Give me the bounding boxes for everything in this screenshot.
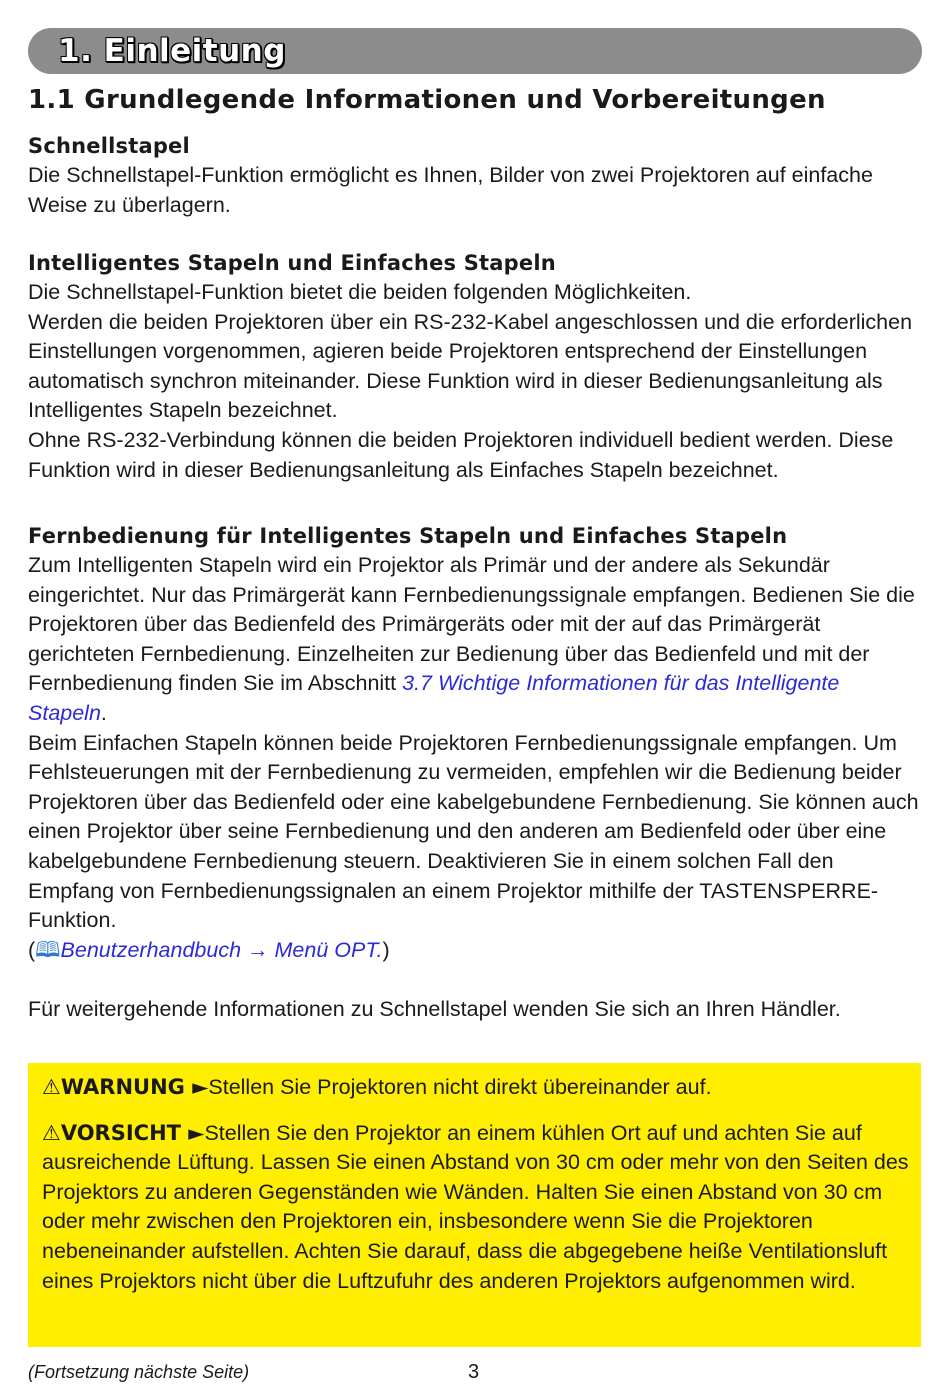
block-fernbedienung [28, 521, 924, 965]
menu-opt-link[interactable]: Menü OPT. [274, 937, 383, 962]
ref-close: ) [382, 937, 390, 962]
continued-note: (Fortsetzung nächste Seite) [28, 1362, 250, 1382]
subheading-stapeln-modes: Intelligentes Stapeln und Einfaches Stapeln [28, 251, 556, 275]
warning-box [28, 1063, 921, 1347]
warning-line [42, 1073, 912, 1103]
paragraph-text: Zum Intelligenten Stapeln wird ein Projektor als Primär und der andere als Sekundär eingerichtet. Nur das Primärgerät kann Fernbedienungssignale empfangen. Bedienen Sie die Projektoren über das Bedienfeld des Primärgeräts oder mit der auf das Primärgerät gerichteten Fernbedienung. Einzelheiten zur Bedienung über das Bedienfeld und mit der Fernbedienung finden Sie im Abschnitt [28, 553, 915, 696]
block-dealer-info [28, 995, 924, 1025]
paragraph: Werden die beiden Projektoren über ein RS-232-Kabel angeschlossen und die erforderlichen Einstellungen vorgenommen, agieren beide Projektoren entsprechend der Einstellungen automatisch synchron miteinander. Diese Funktion wird in dieser Bedienungsanleitung als Intelligentes Stapeln bezeichnet. [28, 309, 913, 423]
caution-text: Stellen Sie den Projektor an einem kühlen Ort auf und achten Sie auf ausreichende Lüftung. Lassen Sie einen Abstand von 30 cm oder mehr von den Seiten des Projektors zu anderen Gegenständen wie Wänden. Halten Sie einen Abstand von 30 cm oder mehr zwischen den Projektoren ein, insbesondere wenn Sie die Projektoren nebeneinander aufstellen. Achten Sie darauf, dass die abgegebene heiße Ventilationsluft eines Projektors nicht über die Luftzufuhr des anderen Projektors aufgenommen wird. [42, 1120, 909, 1293]
section-link[interactable]: 3.7 Wichtige Informationen für das Intelligente Stapeln [28, 671, 840, 725]
paragraph: Für weitergehende Informationen zu Schnellstapel wenden Sie sich an Ihren Händler. [28, 997, 841, 1021]
paragraph: Die Schnellstapel-Funktion ermöglicht es Ihnen, Bilder von zwei Projektoren auf einfache Weise zu überlagern. [28, 163, 873, 217]
user-manual-link[interactable]: Benutzerhandbuch [60, 937, 242, 962]
caution-line [42, 1119, 912, 1297]
paragraph: Die Schnellstapel-Funktion bietet die beiden folgenden Möglichkeiten. [28, 280, 692, 304]
paragraph-end: . [100, 700, 107, 725]
book-icon: 🕮 [35, 937, 61, 962]
warning-label: ⚠WARNUNG ► [42, 1075, 209, 1099]
ref-open: ( [28, 937, 36, 962]
block-schnellstapel [28, 131, 924, 220]
chapter-title: 1. Einleitung [58, 33, 286, 69]
subheading-fernbedienung: Fernbedienung für Intelligentes Stapeln und Einfaches Stapeln [28, 524, 788, 548]
subheading-schnellstapel: Schnellstapel [28, 134, 190, 158]
paragraph: Beim Einfachen Stapeln können beide Projektoren Fernbedienungssignale empfangen. Um Fehlsteuerungen mit der Fernbedienung zu vermeiden, empfehlen wir die Bedienung beider Projektoren über das Bedienfeld oder eine kabelgebundene Fernbedienung. Sie können auch einen Projektor über seine Fernbedienung und den anderen am Bedienfeld oder über eine kabelgebundene Fernbedienung steuern. Deaktivieren Sie in einem solchen Fall den Empfang von Fernbedienungssignalen an einem Projektor mithilfe der TASTENSPERRE-Funktion. [28, 730, 919, 933]
block-stapeln-modes [28, 248, 924, 485]
warning-text: Stellen Sie Projektoren nicht direkt übereinander auf. [208, 1075, 712, 1099]
paragraph: Ohne RS-232-Verbindung können die beiden Projektoren individuell bedient werden. Diese Funktion wird in dieser Bedienungsanleitung als Einfaches Stapeln bezeichnet. [28, 427, 894, 482]
paragraph [28, 551, 924, 729]
chapter-header-bar [28, 28, 922, 74]
caution-label: ⚠VORSICHT ► [42, 1120, 205, 1145]
reference-line [28, 936, 924, 966]
page-number: 3 [468, 1361, 480, 1383]
section-title: 1.1 Grundlegende Informationen und Vorbereitungen [28, 85, 826, 115]
arrow-separator: → [241, 937, 275, 962]
